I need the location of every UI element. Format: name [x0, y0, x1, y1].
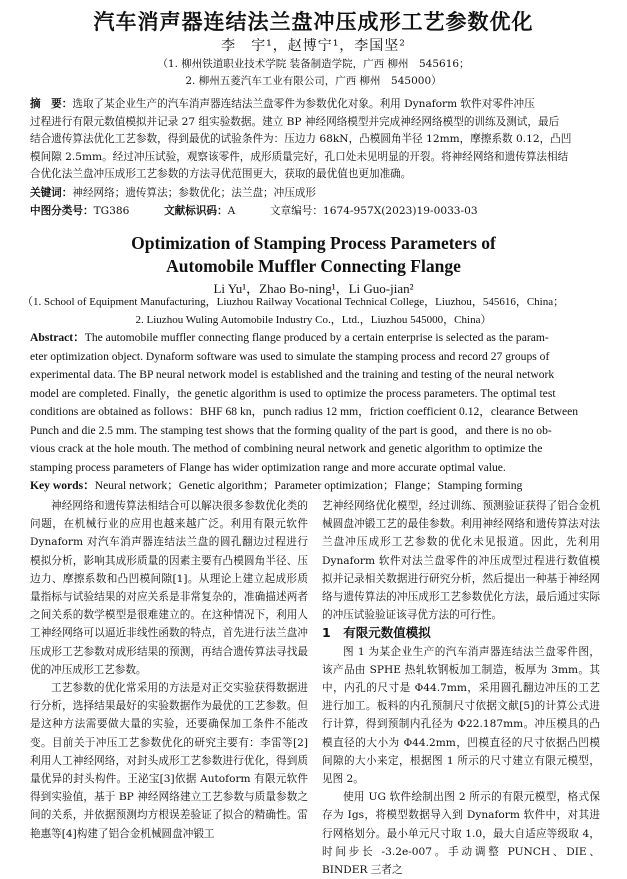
doc-code-label: 文献标识码： [164, 204, 228, 217]
section-heading: 1 有限元数值模拟 [322, 625, 431, 641]
en-abstract-line: Punch and die 2.5 mm. The stamping test shows that the forming quality of the part is good，and there is no ob- [30, 423, 552, 437]
en-abstract-line: conditions are obtained as follows：BHF 68 kn，punch radius 12 mm，friction coefficient 0.12，clearance Between [30, 405, 579, 418]
en-affiliation-2: 2. Liuzhou Wuling Automobile Industry Co.，Ltd.，Liuzhou 545000，China） [135, 314, 492, 326]
cn-abstract-line: 选取了某企业生产的汽车消声器连结法兰盘零件为参数优化对象。利用 Dynaform 软件对零件冲压 [72, 98, 535, 110]
article-no-label: 文章编号： [270, 204, 323, 217]
cn-classification-row [30, 203, 602, 221]
cn-abstract-line: 结合遗传算法优化工艺参数，得到最优的试验条件为：压边力 68kN，凸模圆角半径 12mm，摩擦系数 0.12，凸凹 [30, 133, 572, 146]
article-no-value: 1674-957X(2023)19-0033-03 [323, 204, 478, 217]
en-abstract [30, 329, 602, 496]
cn-abstract-label: 摘 要： [30, 98, 73, 110]
body-paragraph: 神经网络和遗传算法相结合可以解决很多参数优化类的问题，在机械行业的应用也越来越广泛。利用有限元软件 Dynaform 对汽车消声器连结法兰盘的圆孔翻边过程进行模拟分析，影响其成形质量的因素主要有凸模圆角半径、压边力、摩擦系数和凸凹模间隙[1]。从理论上建立起成形质量指标与试验结果的对应关系是非常复杂的，准确描述两者之间关系的数学模型是很难建立的。在这种情况下，利用人工神经网络可以逼近非线性函数的特点，首先进行法兰盘冲压成形工艺参数对成形结果的预测，再结合遗传算法寻找最优的冲压成形工艺参数。 [30, 500, 308, 676]
clc-label: 中图分类号： [30, 204, 94, 217]
cn-abstract-line: 合优化法兰盘冲压成形工艺参数的方法寻优范围更大，获取的最优值也更加准确。 [30, 168, 412, 181]
en-title-line-2: Automobile Muffler Connecting Flange [166, 256, 461, 276]
cn-abstract [30, 96, 602, 220]
en-abstract-line: The automobile muffler connecting flange produced by a certain enterprise is selected as the param- [84, 331, 549, 344]
body-left-column [30, 497, 308, 843]
body-right-column [322, 497, 600, 879]
en-keywords: Neural network；Genetic algorithm；Parameter optimization；Flange；Stamping forming [94, 479, 523, 492]
cn-authors: 李 宇¹，赵博宁¹，李国坚² [221, 38, 406, 54]
en-abstract-line: model are completed. Finally，the genetic algorithm is used to optimize the process parameters. The optimal test [30, 386, 556, 400]
clc-value: TG386 [93, 204, 130, 217]
en-title-line-1: Optimization of Stamping Process Parameters of [131, 233, 496, 253]
en-abstract-line: vious crack at the hole mouth. The method of combining neural network and genetic algorithm to optimize the [30, 442, 543, 455]
cn-abstract-line: 模间隙 2.5mm。经过冲压试验，观察该零件，成形质量完好，孔口处未见明显的开裂。将神经网络和遗传算法相结 [30, 150, 569, 163]
body-paragraph: 艺神经网络优化模型，经过训练、预测验证获得了铝合金机械圆盘冲锻工艺的最佳参数。利用神经网络和遗传算法对法兰盘冲压成形工艺参数的优化未见报道。因此，先利用 Dynaform 软件对法兰盘零件的冲压成型过程进行数值模拟并记录相关数据进行研究分析，然后提出一种基于神经网络与遗传算法的冲压成形工艺参数优化方法，最后通过实际的冲压试验验证该寻优方法的可行性。 [322, 500, 600, 622]
body-paragraph: 图 1 为某企业生产的汽车消声器连结法兰盘零件图，该产品由 SPHE 热轧软钢板加工制造，板厚为 3mm。其中，内孔的尺寸是 Φ44.7mm，采用圆孔翻边冲压的工艺进行加工。板料的内孔预制尺寸依据文献[5]的计算公式进行计算，得到预制内孔径为 Φ22.187mm。冲压模具的凸模直径的大小为 Φ44.2mm，凹模直径的尺寸依据凸凹模间隙的大小来定，根据图 1 所示的尺寸建立有限元模型，见图 2。 [322, 645, 600, 786]
en-affiliation-1: （1. School of Equipment Manufacturing，Liuzhou Railway Vocational Technical College，Liuzhou，545616，China； [22, 296, 565, 308]
en-abstract-label: Abstract： [30, 331, 85, 344]
body-paragraph: 工艺参数的优化常采用的方法是对正交实验获得数据进行分析，选择结果最好的实验数据作为最优的工艺参数。但是这种方法需要做大量的实验，还要确保加工条件不能改变。目前关于冲压工艺参数优化的研究主要有：李雷等[2]利用人工神经网络，对封头成形工艺参数进行优化，得到质量优异的封头构件。王泌宝[3]依据 Autoform 有限元软件得到实验值，基于 BP 神经网络建立工艺参数与质量参数之间的关系，并依据预测均方根误差验证了拟合的精确性。雷艳惠等[4]构建了铝合金机械圆盘冲锻工 [30, 682, 308, 840]
cn-affiliation-1: （1. 柳州铁道职业技术学院 装备制造学院，广西 柳州 545616； [157, 58, 470, 70]
en-abstract-line: experimental data. The BP neural network model is established and the training and testing of the neural network [30, 368, 555, 381]
cn-keywords: 神经网络；遗传算法；参数优化；法兰盘；冲压成形 [72, 186, 317, 199]
cn-affiliation-2: 2. 柳州五菱汽车工业有限公司，广西 柳州 545000） [185, 75, 442, 87]
cn-title: 汽车消声器连结法兰盘冲压成形工艺参数优化 [93, 10, 534, 34]
en-keywords-label: Key words： [30, 479, 95, 492]
en-abstract-line: eter optimization object. Dynaform software was used to simulate the stamping process and record 27 groups of [30, 349, 550, 363]
en-authors: Li Yu¹，Zhao Bo-ning¹，Li Guo-jian² [213, 281, 414, 296]
en-abstract-line: stamping process parameters of Flange has wider optimization range and more accurate optimal value. [30, 460, 506, 474]
doc-code-value: A [227, 204, 236, 217]
body-paragraph: 使用 UG 软件绘制出图 2 所示的有限元模型，格式保存为 Igs，将模型数据导入到 Dynaform 软件中，对其进行网格划分。最小单元尺寸取 1.0，最大自适应等级取 4，时间步长 -3.2e-007。手动调整 PUNCH、DIE、BINDER 三者之 [322, 791, 600, 877]
cn-abstract-line: 过程进行有限元数值模拟并记录 27 组实验数据。建立 BP 神经网络模型并完成神经网络模型的训练及测试，最后 [30, 115, 560, 128]
cn-keywords-label: 关键词： [30, 186, 73, 199]
